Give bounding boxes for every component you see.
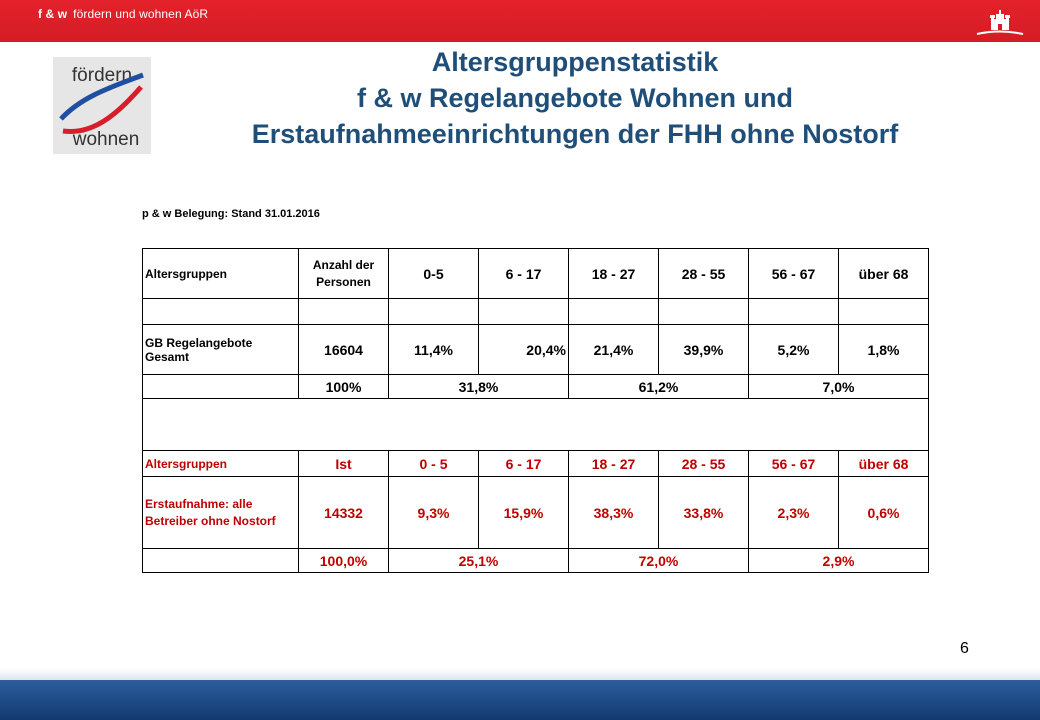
table2-header-cell: 6 - 17 bbox=[479, 451, 569, 477]
table1-header-cell: 28 - 55 bbox=[659, 249, 749, 299]
table1-total: 100% bbox=[299, 375, 389, 399]
header-text bbox=[38, 7, 208, 21]
table2-header-cell: Ist bbox=[299, 451, 389, 477]
table1-data-row bbox=[143, 325, 929, 375]
table1-header-cell: 18 - 27 bbox=[569, 249, 659, 299]
table2-data-row bbox=[143, 477, 929, 549]
table2-total: 100,0% bbox=[299, 549, 389, 573]
logo-text-wohnen: wohnen bbox=[72, 129, 140, 150]
logo-graphic bbox=[53, 57, 151, 154]
table1-cell: 20,4% bbox=[479, 325, 569, 375]
footer-bar bbox=[0, 680, 1040, 720]
table2-cell: 2,3% bbox=[749, 477, 839, 549]
table2-totals-row bbox=[143, 549, 929, 573]
table1-header-cell: über 68 bbox=[839, 249, 929, 299]
table1-header-cell: 0-5 bbox=[389, 249, 479, 299]
table2-header-cell: 56 - 67 bbox=[749, 451, 839, 477]
table2-header-cell: Altersgruppen bbox=[143, 451, 299, 477]
title-line-1: Altersgruppenstatistik bbox=[431, 47, 719, 77]
table2-cell: 33,8% bbox=[659, 477, 749, 549]
table1-row-label: GB Regelangebote Gesamt bbox=[143, 325, 299, 375]
table1-empty-row bbox=[143, 299, 929, 325]
hamburg-crest-icon bbox=[975, 10, 1025, 38]
foerdern-wohnen-logo bbox=[53, 57, 151, 154]
table1-cell: 1,8% bbox=[839, 325, 929, 375]
table2-cell: 38,3% bbox=[569, 477, 659, 549]
table2-header-cell: 18 - 27 bbox=[569, 451, 659, 477]
table1-cell: 39,9% bbox=[659, 325, 749, 375]
table2-cell: 9,3% bbox=[389, 477, 479, 549]
table1-cell: 11,4% bbox=[389, 325, 479, 375]
table2-cell: 15,9% bbox=[479, 477, 569, 549]
top-bar bbox=[0, 0, 1040, 42]
table1-totals-row bbox=[143, 375, 929, 399]
table1-header-cell: Anzahl der Personen bbox=[299, 249, 389, 299]
table2-row-label: Erstaufnahme: alle Betreiber ohne Nostorf bbox=[143, 477, 299, 549]
table1-header-cell: Altersgruppen bbox=[143, 249, 299, 299]
table2-header-cell: über 68 bbox=[839, 451, 929, 477]
table2-header-cell: 28 - 55 bbox=[659, 451, 749, 477]
table1-total: 7,0% bbox=[749, 375, 929, 399]
table2-cell: 14332 bbox=[299, 477, 389, 549]
table1-cell: 16604 bbox=[299, 325, 389, 375]
table2-cell: 0,6% bbox=[839, 477, 929, 549]
status-date: p & w Belegung: Stand 31.01.2016 bbox=[142, 208, 320, 220]
header-org: fördern und wohnen AöR bbox=[73, 7, 209, 21]
table2-total: 25,1% bbox=[389, 549, 569, 573]
table2-total: 2,9% bbox=[749, 549, 929, 573]
table1-header-cell: 56 - 67 bbox=[749, 249, 839, 299]
page-number: 6 bbox=[960, 640, 969, 657]
age-group-table bbox=[142, 248, 929, 573]
title-line-3: Erstaufnahmeeinrichtungen der FHH ohne Nostorf bbox=[251, 119, 899, 149]
table2-header-row bbox=[143, 451, 929, 477]
spacer-row bbox=[143, 399, 929, 451]
table1-header-cell: 6 - 17 bbox=[479, 249, 569, 299]
table1-total: 61,2% bbox=[569, 375, 749, 399]
page-title bbox=[170, 44, 980, 152]
table1-cell: 21,4% bbox=[569, 325, 659, 375]
table2-total: 72,0% bbox=[569, 549, 749, 573]
table1-header-row bbox=[143, 249, 929, 299]
logo-text-foerdern: fördern bbox=[71, 65, 133, 86]
table1-total: 31,8% bbox=[389, 375, 569, 399]
table1-cell: 5,2% bbox=[749, 325, 839, 375]
title-line-2: f & w Regelangebote Wohnen und bbox=[357, 83, 793, 113]
header-brand: f & w bbox=[38, 7, 68, 21]
table2-header-cell: 0 - 5 bbox=[389, 451, 479, 477]
